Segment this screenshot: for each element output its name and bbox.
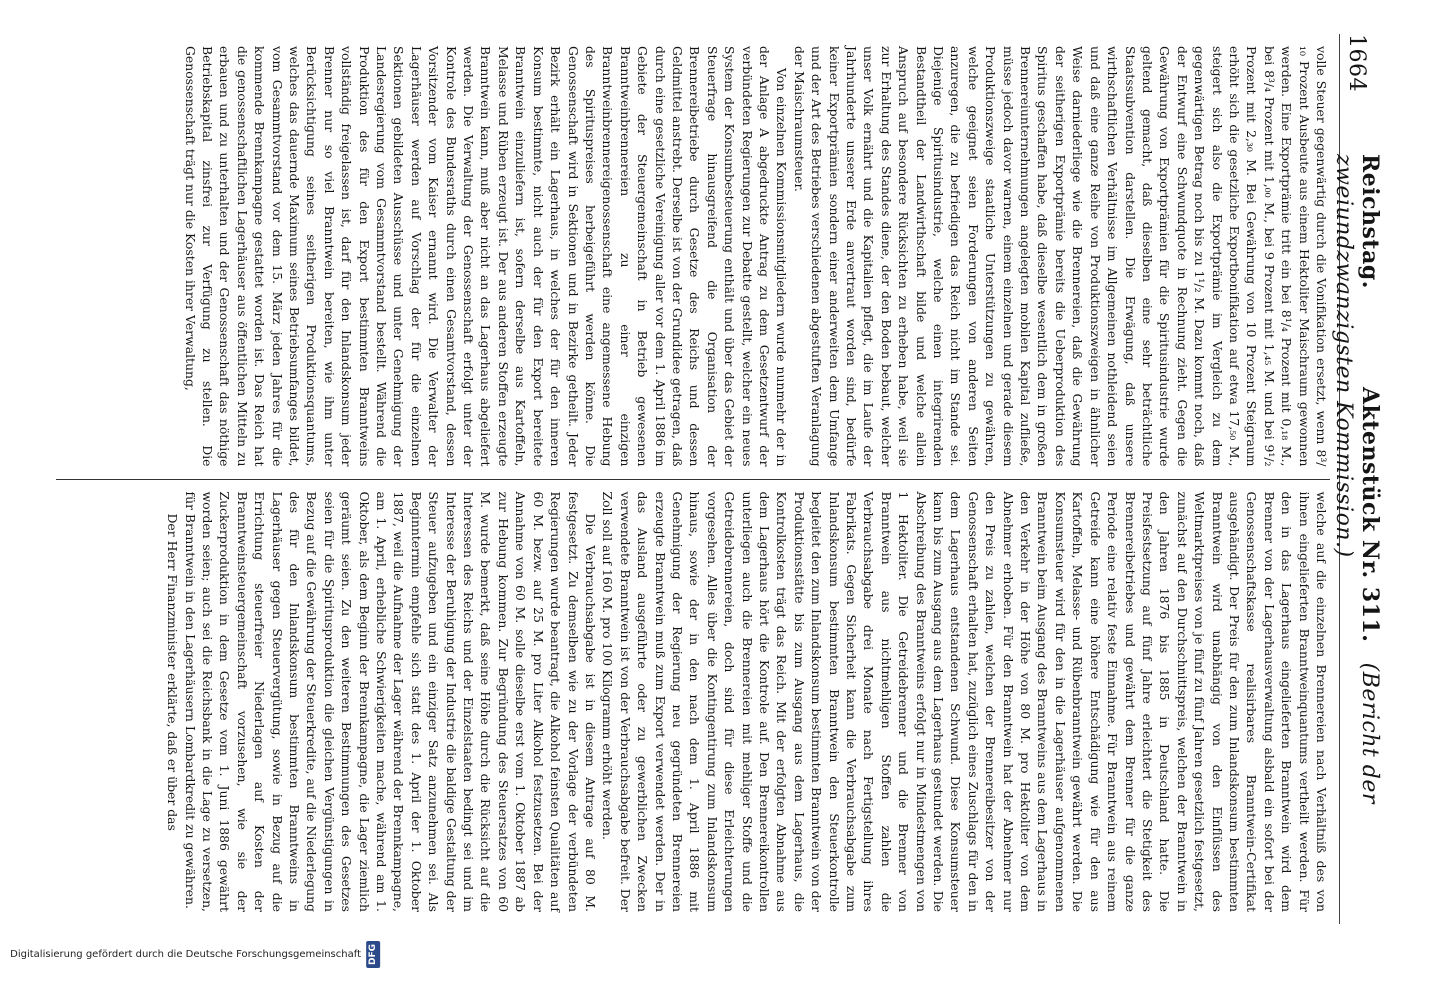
report-subject: (Bericht der zweiundzwanzigsten Kommission.) [1331, 154, 1382, 804]
credit-text: Digitalisierung gefördert durch die Deutsche Forschungsgemeinschaft [10, 948, 361, 960]
piece-number: Aktenstück Nr. 311. [1357, 387, 1383, 643]
left-column [56, 34, 1330, 479]
publication-name: Reichstag. [1357, 154, 1383, 289]
paragraph: Der Herr Finanzminister erklärte, daß er über das [165, 513, 181, 831]
paragraph: volle Steuer gegenwärtig durch die Vonifikation ersetzt, wenn 8³/₁₀ Prozent Ausbeute aus einem Hektoliter Maischraum gewonnen werden. Eine Exportprämie tritt ein bei 8¹/₄ Prozent mit 0,₁₈ M., bei 8³/₄ Prozent mit 1,₀₀ M., bei 9 Prozent mit 1,₄₅ M. und bei 9¹/₂ Prozent mit 2,₃₀ M. Bei Gewährung von 10 Prozent Steigraum erhöht sich die gesetzliche Exportbonifikation auf etwa 17,₅₀ M., steigert sich also die Exportprämie im Vergleich zu dem gegenwärtigen Betrag noch bis zu 1¹/₂ M. Dazu kommt noch, daß der Entwurf eine Schwundquote in Rechnung zieht. Gegen die Gewährung von Exportprämien für die Spiritusindustrie wurde geltend gemacht, daß dieselben eine sehr beträchtliche Staatssubvention darstellen. Die Erwägung, daß unsere wirthschaftlichen Verhältnisse im Allgemeinen nothleidend seien und daß eine ganze Reihe von Produktionszweigen in ähnlicher Weise darniederliege wie die Brennereien, daß die Gewährung der seitherigen Exportprämie bereits die Ueberproduktion des Spiritus geschaffen habe, daß dieselbe wesentlich dem in großen Brennereiunternehmungen angelegten mobilen Kapital zufließe, müsse jedoch davor warnen, einem einzelnen und gerade diesem Produktionszweige staatliche Unterstützungen zu gewähren, welche geeignet seien Forderungen von anderen Seiten anzuregen, die zu befriedigen das Reich nicht im Stande sei. Diejenige Spiritusindustrie, welche einen integrirenden Bestandtheil der Landwirthschaft bilde und welche allein Anspruch auf besondere Rücksichten zu erheben habe, weil sie zur Erhaltung des Standes diene, der den Boden bebaut, welcher unser Volk ernährt und die Kapitalien pflegt, die im Laufe der Jahrhunderte unserer Erde anvertraut worden sind, bedürfe keiner Exportprämien sondern einer anderweiten dem Umfange und der Art des Betriebes verschiedenen abgestuften Veranlagung der Maischraumsteuer. [791, 46, 1329, 467]
page-number: 1664 [1344, 34, 1370, 92]
text-columns [56, 34, 1330, 924]
paragraph: Von einzelnen Kommissionsmitgliedern wurde nunmehr der in der Anlage A abgedruckte Antrag zu dem Gesetzentwurf der verbündeten Regierungen zur Debatte gestellt, welcher ein neues System der Konsumbesteuerung enthält und über das Gebiet der Steuerfrage hinausgreifend die Organisation der Brennereibetriebe durch Gesetze des Reichs und dessen Geldmittel anstrebt. Derselbe ist von der Grundidee getragen, daß durch eine gesetzliche Vereinigung aller vor dem 1. April 1886 im Gebiete der Steuergemeinschaft in Betrieb gewesenen Branntweinbrennereien zu einer einzigen Branntweinbrennereigenossenschaft eine angemessene Hebung des Spirituspreises herbeigeführt werden könne. Die Genossenschaft wird in Sektionen und in Bezirke getheilt. Jeder Bezirk erhält ein Lagerhaus, in welches der für den inneren Konsum bestimmte, nicht auch der für den Export bereitete Branntwein einzuliefern ist, sofern derselbe aus Kartoffeln, Melasse und Rüben erzeugt ist. Der aus anderen Stoffen erzeugte Branntwein kann, muß aber nicht an das Lagerhaus abgeliefert werden. Die Verwaltung der Genossenschaft erfolgt unter der Kontrole des Bundesraths durch einen Gesamtvorstand, dessen Vorsitzender vom Kaiser ernannt wird. Die Verwalter der Lagerhäuser werden auf Vorschlag der für die einzelnen Sektionen gebildeten Ausschüsse und unter Genehmigung der Landesregierung vom Gesammtvorstand bestellt. Während die Produktion des für den Export bestimmten Branntweins vollständig freigelassen ist, darf für den Inlandskonsum jeder Brenner nur so viel Branntwein bereiten, wie ihm unter Berücksichtigung seines seitherigen Produktionsquantums, welches das dauernde Maximum seines Betriebsumfanges bildet, vom Gesammtvorstand vor dem 15. März jeden Jahres für die kommende Brennkampagne gestattet worden ist. Das Reich hat die genossenschaftlichen Lagerhäuser aus öffentlichen Mitteln zu erbauen und zu unterhalten und der Genossenschaft das nöthige Betriebskapital zinsfrei zur Verfügung zu stellen. Die Genossenschaft trägt nur die Kosten ihrer Verwaltung, [182, 46, 790, 467]
dfg-logo: DFG [366, 941, 380, 968]
digitization-sidebar [0, 926, 1432, 986]
page-sheet [56, 34, 1383, 924]
paragraph: welche auf die einzelnen Brennereien nach Verhältniß des von ihnen eingelieferten Branntweinquantums vertheilt werden. Für den in das Lagerhaus eingelieferten Branntwein wird dem Brenner von der Lagerhausverwaltung alsbald ein sofort bei der Genossenschaftskasse realisirbares Branntwein-Certifikat ausgehändigt. Der Preis für den zum Inlandskonsum bestimmten Branntwein wird unabhängig von den Einflüssen des Weltmarktpreises von je fünf zu fünf Jahren gesetzlich festgesetzt, zunächst auf den Durchschnittspreis, welchen der Branntwein in den Jahren 1876 bis 1885 in Deutschland hatte. Die Preisfestsetzung auf fünf Jahre erleichtert die Stetigkeit des Brennereibetriebes und gewährt dem Brenner für die ganze Periode eine relativ feste Einnahme. Für Branntwein aus reinem Getreide kann eine höhere Entschädigung wie für den aus Kartoffeln, Melasse- und Rübenbranntwein gewährt werden. Die Konsumsteuer wird für den in die Lagerhäuser aufgenommenen Branntwein beim Ausgang des Branntweins aus dem Lagerhaus in den Verkehr in der Höhe von 80 M. pro Hektoliter von dem Abnehmer erhoben. Für den Branntwein hat der Abnehmer nur den Preis zu zahlen, welchen der Brennereibesitzer von der Genossenschaft erhalten hat, zuzüglich eines Zuschlags für den in dem Lagerhaus entstandenen Schwund. Diese Konsumsteuer kann bis zum Ausgang aus dem Lagerhaus gestundet werden. Die Abschreibung des Branntweins erfolgt nur in Mindestmengen von 1 Hektoliter. Die Getreidebrenner und die Brenner von Branntwein aus nichtmehligen Stoffen zahlen die Verbrauchsabgabe drei Monate nach Fertigstellung ihres Fabrikats. Gegen Sicherheit kann die Verbrauchsabgabe zum Inlandskonsum bestimmten Branntwein den Steuerkontrolle begleitet den zum Inlandskonsum bestimmten Branntwein von der Produktionsstätte bis zum Ausgang aus dem Lagerhaus, die Kontrolkosten trägt das Reich. Mit der erfolgten Abnahme aus dem Lagerhaus hört die Kontrole auf. Den Brennereikontrollen unterliegen auch die Brennereien mit mehliger Stoffe und die Getreidebrennereien, doch sind für diese Erleichterungen vorgesehen. Alles über die Kontingentirung zum Inlandskonsum hinaus, sowie der in den nach dem 1. April 1886 mit Genehmigung der Regierung neu gegründeten Brennereien erzeugte Branntwein muß zum Export verwendet werden. Der in das Ausland ausgeführte oder zu gewerblichen Zwecken verwendete Branntwein ist von der Verbrauchsabgabe befreit. Der Zoll soll auf 160 M. pro 100 Kilogramm erhöht werden. [600, 491, 1329, 912]
page-header [1331, 34, 1383, 924]
digitization-credit [10, 941, 380, 968]
right-column [56, 479, 1330, 925]
header-title [1331, 114, 1383, 844]
paragraph: Die Verbrauchsabgabe ist in diesem Antrage auf 80 M. festgesetzt. Zu demselben wie zu der Vorlage der verbündeten Regierungen wurde beantragt, die Alkohol feinsten Qualitäten auf 60 M. bezw. auf 25 M. pro Liter Alkohol festzusetzen. Bei der Annahme von 60 M. solle dieselbe erst vom 1. Oktober 1887 ab zur Hebung kommen. Zur Begründung des Steuersatzes von 60 M. wurde bemerkt, daß seine Höhe durch die Rücksicht auf die Interessen des Reichs und der Einzelstaaten bedingt sei und im Interesse der Beruhigung der Industrie die baldige Gestaltung der Steuer aufzugeben und ein einziger Satz anzunehmen sei. Als Beginntermin empfehle sich statt des 1. April der 1. Oktober 1887, weil die Aufnahme der Lager während der Brennkampagne, am 1. April, erhebliche Schwierigkeiten mache, während am 1. Oktober, als dem Beginn der Brennkampagne, die Lager ziemlich geräumt seien. Zu den weiteren Bestimmungen des Gesetzes seien für die Spiritusproduktion die gleichen Vergünstigungen in Bezug auf die Gewährung der Steuerkredite, auf die Niederlegung des für den Inlandskonsum bestimmten Branntweins in Lagerhäuser gegen Steuervergütung, sowie in Bezug auf die Errichtung steuerfreier Niederlagen auf Kosten der Branntweinsteuergemeinschaft vorzusehen, wie sie der Zuckerproduktion in dem Gesetze vom 1. Juni 1886 gewährt worden seien; auch sei die Reichsbank in die Lage zu versetzen, für Branntwein in den Lagerhäusern Lombardkredit zu gewähren. [182, 491, 598, 912]
